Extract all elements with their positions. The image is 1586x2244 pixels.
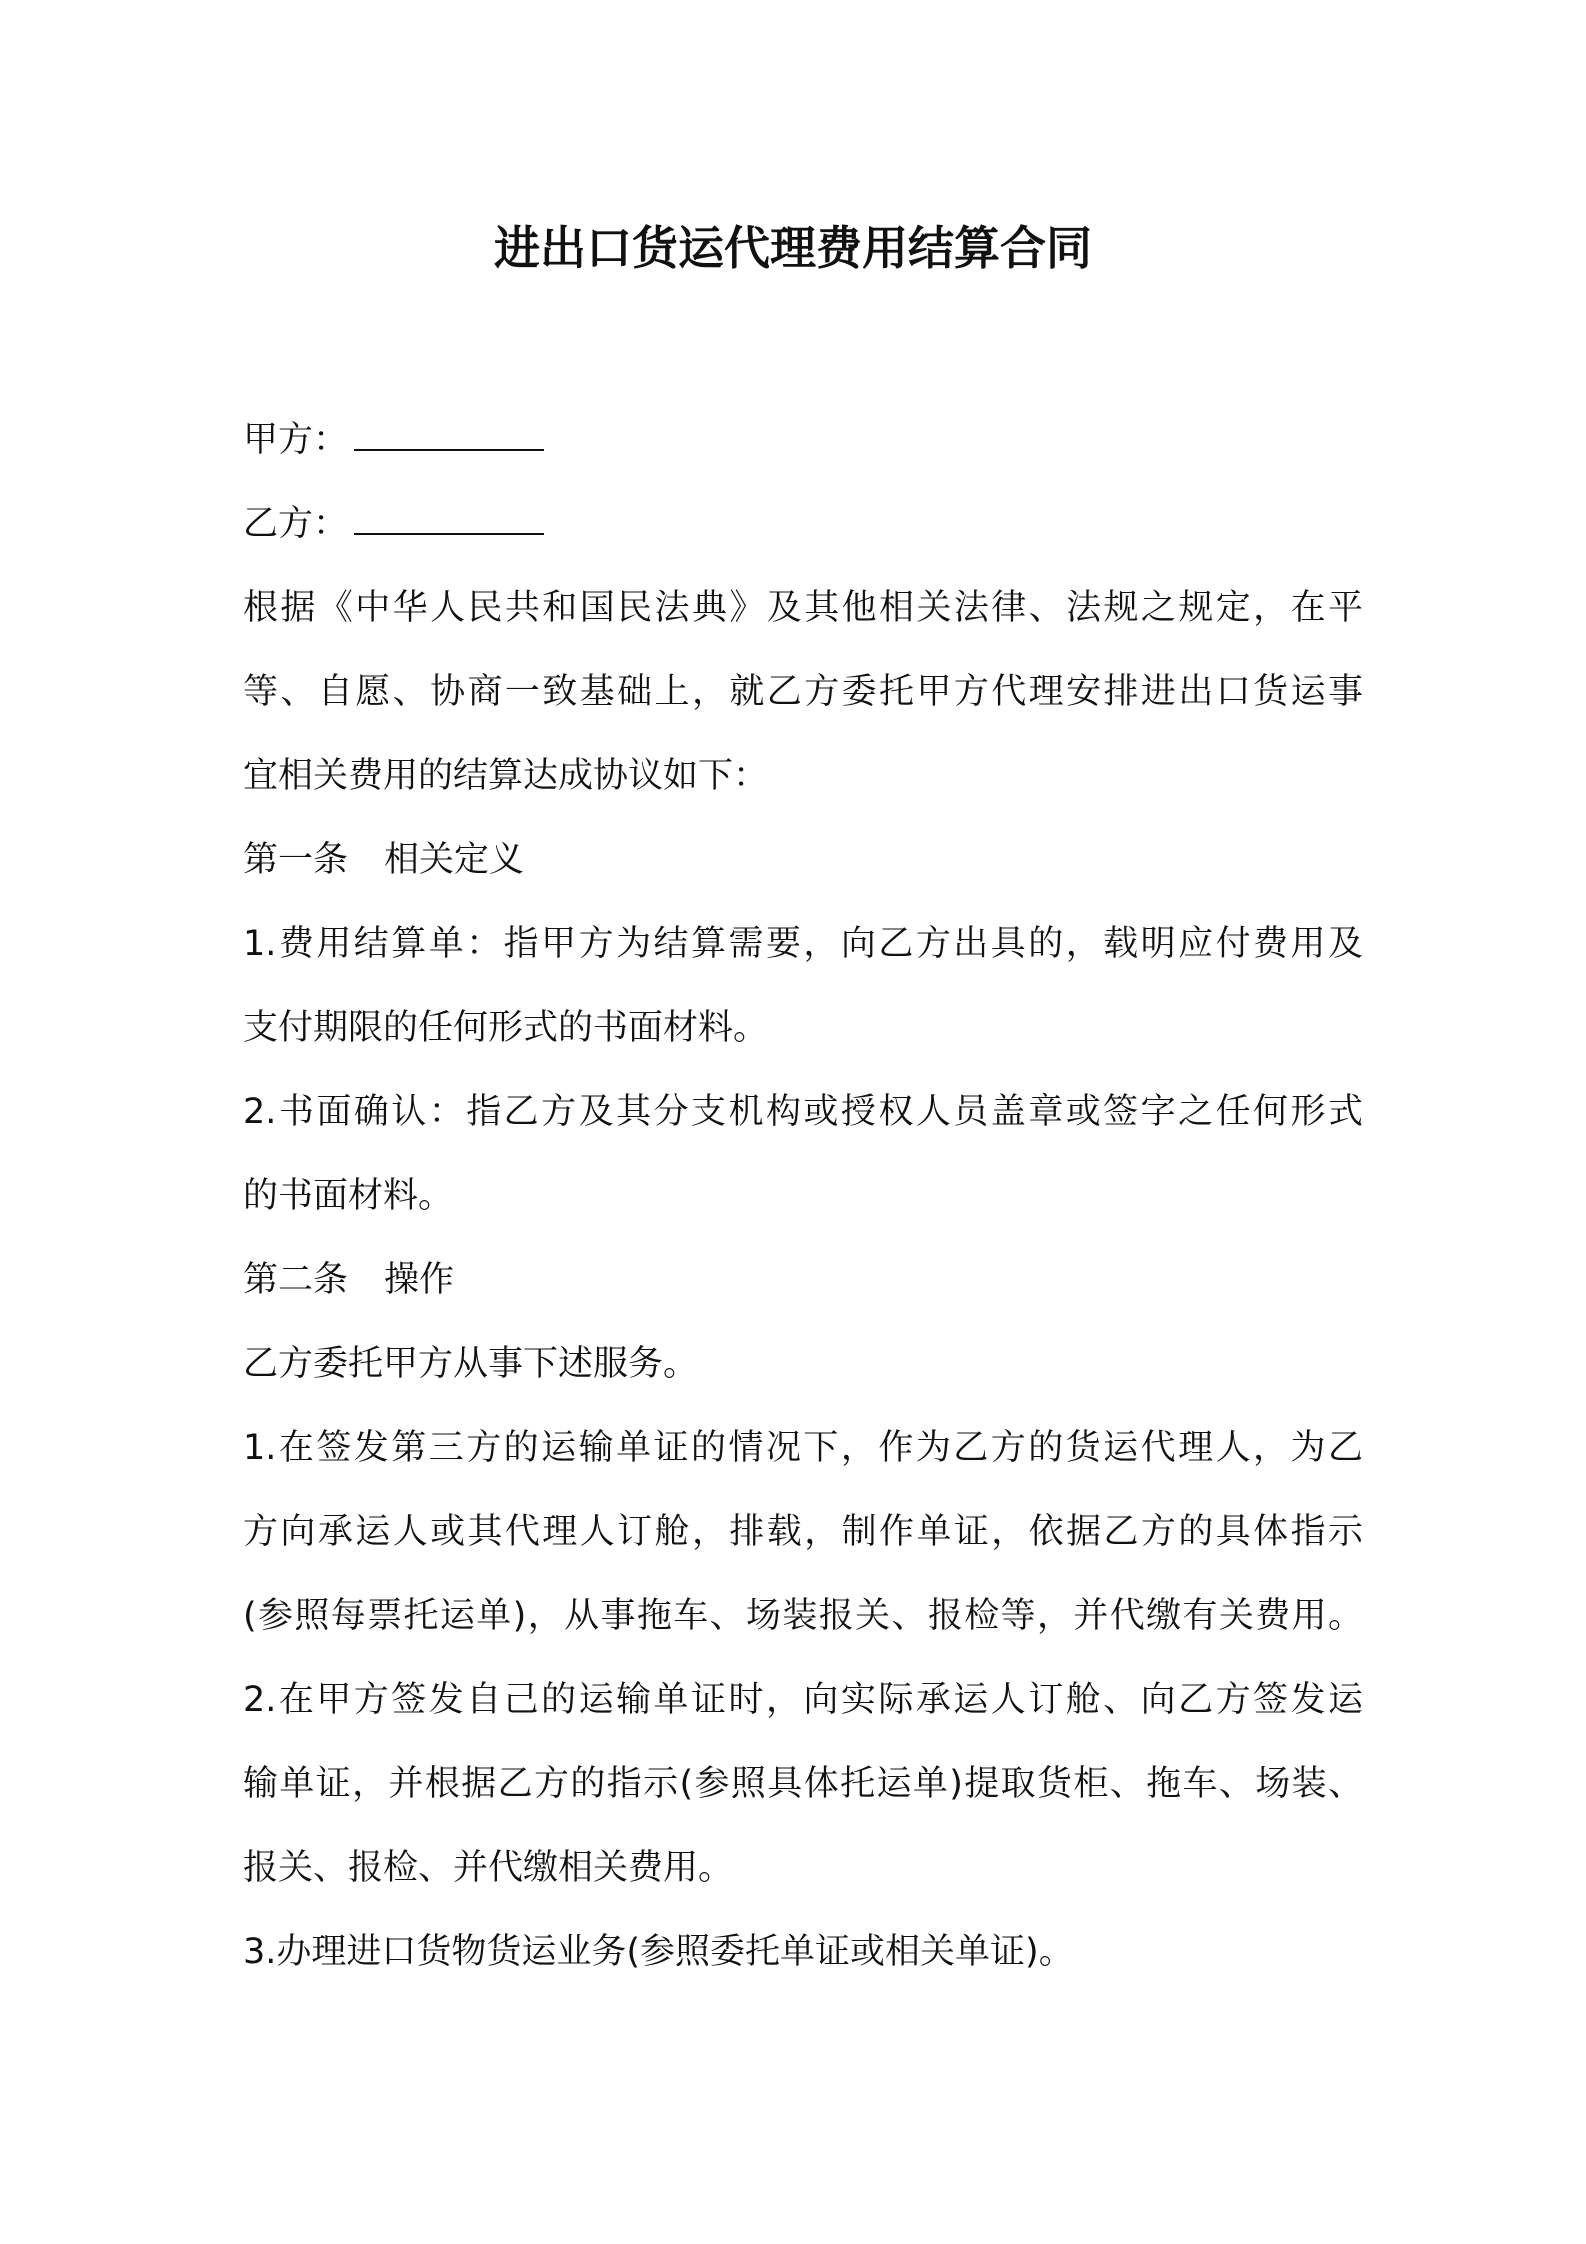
preamble-line-1: 根据《中华人民共和国民法典》及其他相关法律、法规之规定，在平 [243,588,1363,628]
article-1-item-2-line-1: 2.书面确认：指乙方及其分支机构或授权人员盖章或签字之任何形式 [243,1092,1363,1132]
article-2-number: 第二条 [243,1260,349,1300]
article-2-item-1-line-2: 方向承运人或其代理人订舱，排载，制作单证，依据乙方的具体指示 [243,1512,1363,1552]
article-2-item-2-line-1: 2.在甲方签发自己的运输单证时，向实际承运人订舱、向乙方签发运 [243,1680,1363,1720]
party-a-line [243,398,1363,482]
preamble-line-2: 等、自愿、协商一致基础上，就乙方委托甲方代理安排进出口货运事 [243,672,1363,712]
article-2-item-3: 3.办理进口货物货运业务(参照委托单证或相关单证)。 [243,1932,1074,1972]
article-2-title: 操作 [384,1260,455,1300]
preamble-line-3: 宜相关费用的结算达成协议如下： [243,756,769,796]
article-1-number: 第一条 [243,840,349,880]
article-1-title: 相关定义 [384,840,525,880]
party-b-blank [354,499,544,535]
contract-body [243,398,1363,1994]
article-1-heading [243,818,1363,902]
article-2-item-1-line-1: 1.在签发第三方的运输单证的情况下，作为乙方的货运代理人，为乙 [243,1428,1363,1468]
article-1-item-1-line-2: 支付期限的任何形式的书面材料。 [243,1008,769,1048]
article-2-item-2-line-2: 输单证，并根据乙方的指示(参照具体托运单)提取货柜、拖车、场装、 [243,1764,1363,1804]
article-2-item-2-line-3: 报关、报检、并代缴相关费用。 [243,1848,734,1888]
party-a-blank [354,415,544,451]
article-2-heading [243,1238,1363,1322]
article-2-item-1-line-3: (参照每票托运单)，从事拖车、场装报关、报检等，并代缴有关费用。 [243,1596,1363,1636]
article-2-intro: 乙方委托甲方从事下述服务。 [243,1344,699,1384]
article-1-item-1-line-1: 1.费用结算单：指甲方为结算需要，向乙方出具的，载明应付费用及 [243,924,1363,964]
article-1-item-2-line-2: 的书面材料。 [243,1176,454,1216]
party-b-label: 乙方： [243,504,349,544]
party-b-line [243,482,1363,566]
party-a-label: 甲方： [243,420,349,460]
contract-title: 进出口货运代理费用结算合同 [494,221,1092,275]
